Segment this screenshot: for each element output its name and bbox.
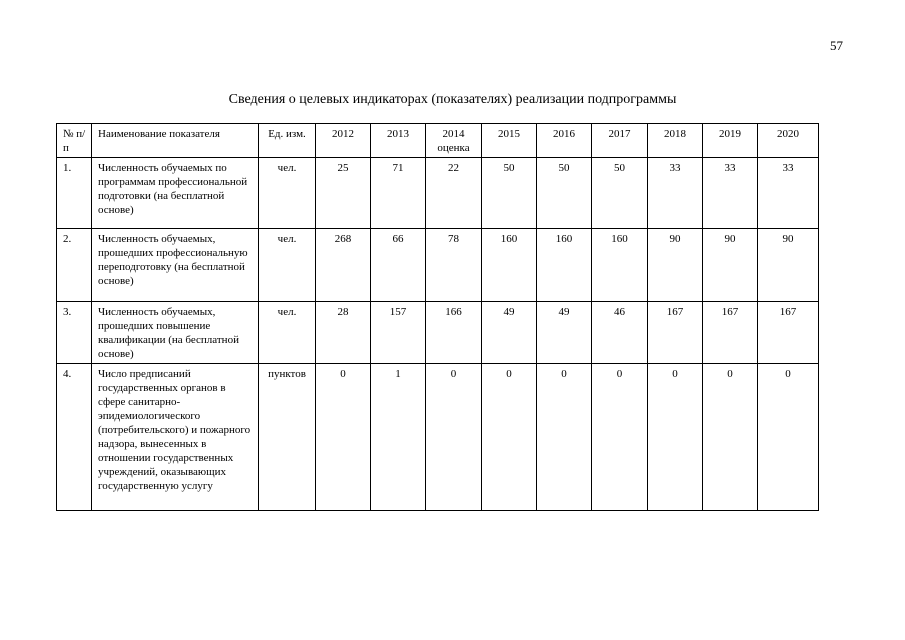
value-cell: 90 [648, 229, 703, 302]
unit-cell: пунктов [259, 364, 316, 511]
column-header-2013: 2013 [371, 124, 426, 158]
value-cell: 50 [592, 158, 648, 229]
row-number: 1. [57, 158, 92, 229]
value-cell: 66 [371, 229, 426, 302]
column-header-2019: 2019 [703, 124, 758, 158]
value-cell: 0 [426, 364, 482, 511]
table-row [57, 364, 819, 511]
value-cell: 0 [758, 364, 819, 511]
value-cell: 28 [316, 302, 371, 364]
value-cell: 167 [758, 302, 819, 364]
value-cell: 0 [482, 364, 537, 511]
value-cell: 49 [537, 302, 592, 364]
column-header-2014: 2014 оценка [426, 124, 482, 158]
column-header-2015: 2015 [482, 124, 537, 158]
column-header-number: № п/п [57, 124, 92, 158]
column-header-2017: 2017 [592, 124, 648, 158]
table-row [57, 302, 819, 364]
value-cell: 167 [703, 302, 758, 364]
value-cell: 268 [316, 229, 371, 302]
value-cell: 160 [482, 229, 537, 302]
value-cell: 78 [426, 229, 482, 302]
value-cell: 33 [758, 158, 819, 229]
column-header-2018: 2018 [648, 124, 703, 158]
value-cell: 22 [426, 158, 482, 229]
row-number: 4. [57, 364, 92, 511]
page-title: Сведения о целевых индикаторах (показателях) реализации подпрограммы [228, 92, 677, 107]
row-number: 2. [57, 229, 92, 302]
value-cell: 46 [592, 302, 648, 364]
value-cell: 166 [426, 302, 482, 364]
value-cell: 160 [592, 229, 648, 302]
value-cell: 71 [371, 158, 426, 229]
table-row [57, 158, 819, 229]
value-cell: 33 [703, 158, 758, 229]
value-cell: 0 [316, 364, 371, 511]
column-header-2020: 2020 [758, 124, 819, 158]
value-cell: 0 [703, 364, 758, 511]
value-cell: 1 [371, 364, 426, 511]
unit-cell: чел. [259, 302, 316, 364]
column-header-2012: 2012 [316, 124, 371, 158]
value-cell: 25 [316, 158, 371, 229]
value-cell: 90 [703, 229, 758, 302]
unit-cell: чел. [259, 229, 316, 302]
column-header-2016: 2016 [537, 124, 592, 158]
column-header-unit: Ед. изм. [259, 124, 316, 158]
column-header-name: Наименование показателя [92, 124, 259, 158]
value-cell: 160 [537, 229, 592, 302]
value-cell: 49 [482, 302, 537, 364]
value-cell: 157 [371, 302, 426, 364]
value-cell: 0 [648, 364, 703, 511]
value-cell: 0 [537, 364, 592, 511]
value-cell: 0 [592, 364, 648, 511]
indicator-name: Численность обучаемых, прошедших профессиональную переподготовку (на бесплатной основе) [92, 229, 259, 302]
table-row [57, 229, 819, 302]
indicator-name: Численность обучаемых по программам профессиональной подготовки (на бесплатной основе) [92, 158, 259, 229]
table-header-row [57, 124, 819, 158]
indicator-name: Численность обучаемых, прошедших повышение квалификации (на бесплатной основе) [92, 302, 259, 364]
indicators-table [56, 123, 819, 511]
unit-cell: чел. [259, 158, 316, 229]
indicator-name: Число предписаний государственных органов в сфере санитарно-эпидемиологического (потребительского) и пожарного надзора, вынесенных в отношении государственных учреждений, оказывающих государственную услугу [92, 364, 259, 511]
value-cell: 50 [537, 158, 592, 229]
value-cell: 50 [482, 158, 537, 229]
value-cell: 90 [758, 229, 819, 302]
value-cell: 167 [648, 302, 703, 364]
page-number: 57 [830, 38, 843, 53]
row-number: 3. [57, 302, 92, 364]
value-cell: 33 [648, 158, 703, 229]
